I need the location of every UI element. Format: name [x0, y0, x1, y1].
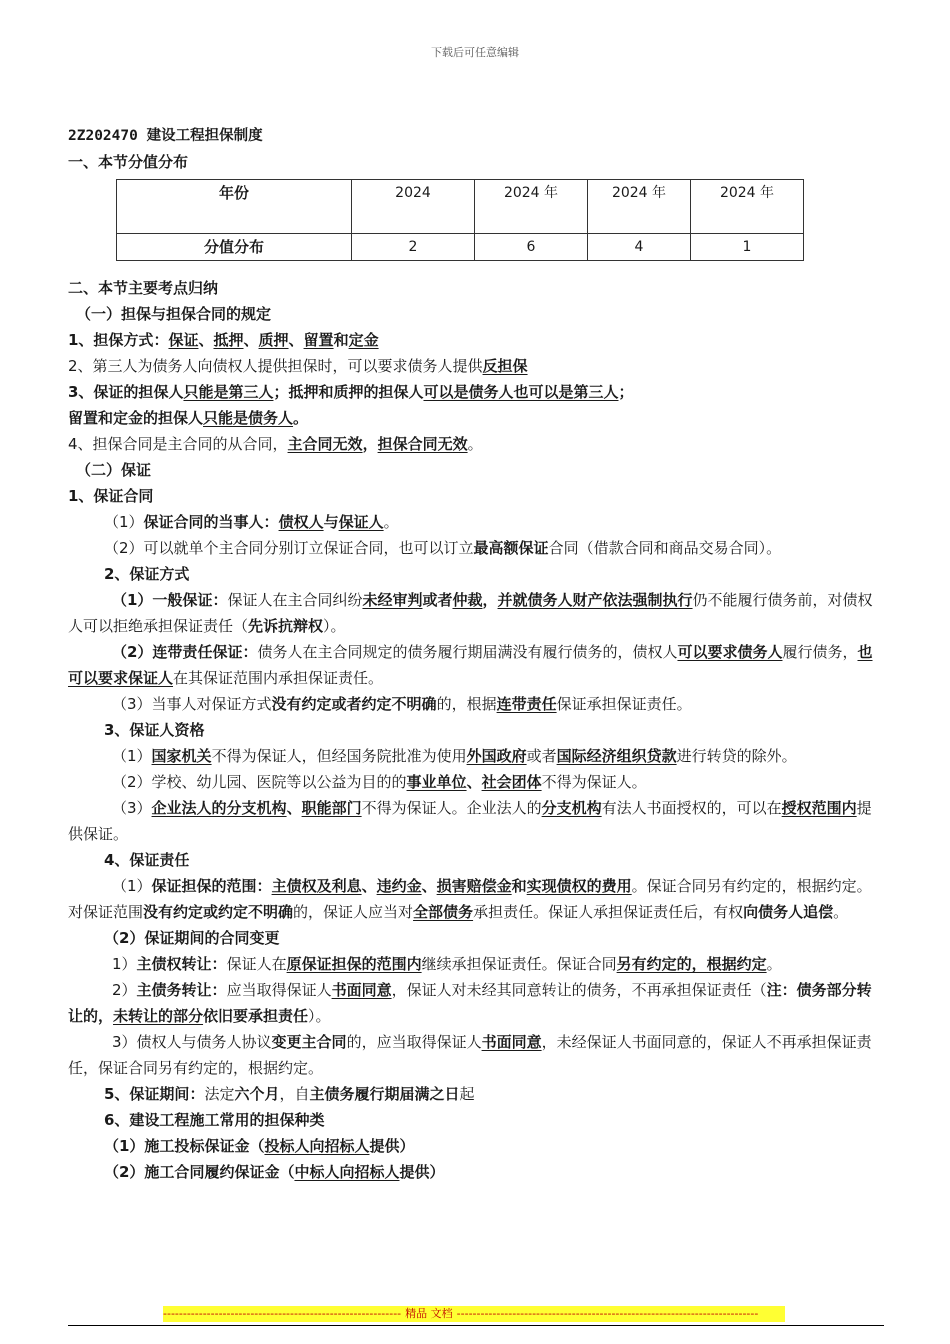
item-heading: 3、保证人资格 [104, 721, 205, 739]
table-cell: 2024 年 [475, 180, 588, 234]
paragraph: 2）主债务转让：应当取得保证人书面同意，保证人对未经其同意转让的债务，不再承担保证责任（注：债务部分转让的，未转让的部分依旧要承担责任）。 [68, 981, 872, 1025]
paragraph: 2、第三人为债务人向债权人提供担保时，可以要求债务人提供反担保 [68, 357, 528, 375]
paragraph: （1）施工投标保证金（投标人向招标人提供） [104, 1137, 415, 1155]
paragraph: 1）主债权转让：保证人在原保证担保的范围内继续承担保证责任。保证合同另有约定的，根据约定。 [112, 955, 782, 973]
table-cell: 6 [475, 234, 588, 261]
item-heading: 4、保证责任 [104, 851, 190, 869]
section-heading-1: 一、本节分值分布 [68, 153, 189, 171]
paragraph: （2）学校、幼儿园、医院等以公益为目的的事业单位、社会团体不得为保证人。 [112, 773, 647, 791]
paragraph: 4、担保合同是主合同的从合同，主合同无效，担保合同无效。 [68, 435, 483, 453]
subsection-heading: （一）担保与担保合同的规定 [76, 305, 272, 323]
document-body [68, 123, 884, 1185]
paragraph: （2）施工合同履约保证金（中标人向招标人提供） [104, 1163, 445, 1181]
doc-title: 2Z202470 建设工程担保制度 [68, 128, 263, 144]
paragraph: 1、担保方式：保证、抵押、质押、留置和定金 [68, 331, 379, 349]
footer-banner: ------------------------------------------------------------ 精品 文档 ---------------------------------------------------------------------------- [163, 1306, 785, 1322]
score-distribution-table [116, 179, 804, 261]
paragraph: （1）保证合同的当事人：债权人与保证人。 [104, 513, 399, 531]
item-heading: 5、保证期间：法定六个月，自主债务履行期届满之日起 [104, 1085, 475, 1103]
subsection-heading: （二）保证 [76, 461, 152, 479]
table-row [117, 234, 804, 261]
header-note: 下载后可任意编辑 [431, 46, 519, 59]
footer-label: 精品 文档 [405, 1307, 453, 1320]
paragraph: （3）企业法人的分支机构、职能部门不得为保证人。企业法人的分支机构有法人书面授权的，可以在授权范围内提供保证。 [68, 799, 872, 843]
item-heading: 2、保证方式 [104, 565, 190, 583]
table-row [117, 180, 804, 234]
footer-divider [68, 1325, 884, 1326]
table-cell: 分值分布 [117, 234, 352, 261]
table-cell: 4 [588, 234, 691, 261]
table-cell: 1 [691, 234, 804, 261]
paragraph: 留置和定金的担保人只能是债务人。 [68, 409, 309, 427]
table-cell: 2024 年 [588, 180, 691, 234]
paragraph: （2）可以就单个主合同分别订立保证合同，也可以订立最高额保证合同（借款合同和商品交易合同）。 [104, 539, 782, 557]
table-cell: 年份 [117, 180, 352, 234]
table-cell: 2 [352, 234, 475, 261]
paragraph: 3、保证的担保人只能是第三人；抵押和质押的担保人可以是债务人也可以是第三人； [68, 383, 634, 401]
paragraph: 3）债权人与债务人协议变更主合同的，应当取得保证人书面同意，未经保证人书面同意的，保证人不再承担保证责任，保证合同另有约定的，根据约定。 [68, 1033, 872, 1077]
paragraph: （2）连带责任保证：债务人在主合同规定的债务履行期届满没有履行债务的，债权人可以要求债务人履行债务，也可以要求保证人在其保证范围内承担保证责任。 [68, 643, 873, 687]
item-heading: 6、建设工程施工常用的担保种类 [104, 1111, 325, 1129]
item-heading: 1、保证合同 [68, 487, 154, 505]
table-cell: 2024 年 [691, 180, 804, 234]
table-cell: 2024 [352, 180, 475, 234]
item-heading: （2）保证期间的合同变更 [104, 929, 280, 947]
paragraph: （1）国家机关不得为保证人，但经国务院批准为使用外国政府或者国际经济组织贷款进行转贷的除外。 [112, 747, 797, 765]
section-heading-2: 二、本节主要考点归纳 [68, 279, 219, 297]
paragraph: （1）一般保证：保证人在主合同纠纷未经审判或者仲裁，并就债务人财产依法强制执行仍不能履行债务前，对债权人可以拒绝承担保证责任（先诉抗辩权）。 [68, 591, 873, 635]
paragraph: （1）保证担保的范围：主债权及利息、违约金、损害赔偿金和实现债权的费用。保证合同另有约定的，根据约定。对保证范围没有约定或约定不明确的，保证人应当对全部债务承担责任。保证人承担保证责任后，有权向债务人追偿。 [68, 877, 872, 921]
paragraph: （3）当事人对保证方式没有约定或者约定不明确的，根据连带责任保证承担保证责任。 [112, 695, 692, 713]
